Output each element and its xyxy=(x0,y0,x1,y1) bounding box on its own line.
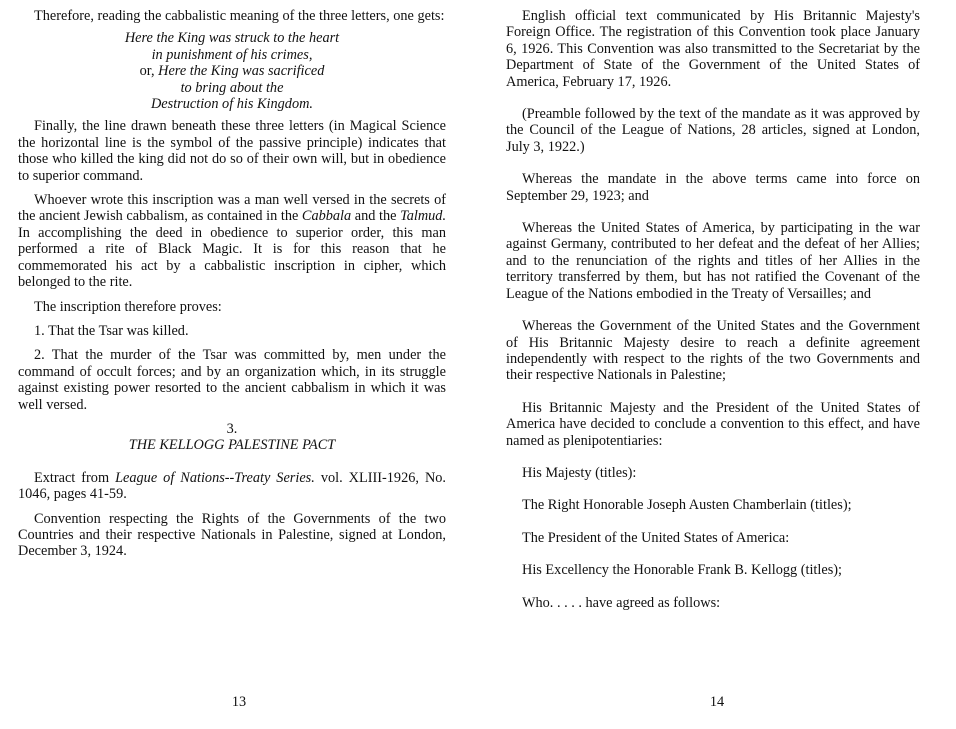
extract-paragraph xyxy=(18,470,446,503)
verse-line: Here the King was struck to the heart xyxy=(124,30,340,47)
whoever-paragraph xyxy=(18,192,446,290)
proves-paragraph: The inscription therefore proves: xyxy=(34,298,222,315)
section-title: THE KELLOGG PALESTINE PACT xyxy=(128,437,336,454)
page-number-right: 14 xyxy=(709,694,725,710)
verse-line: Here the King was sacrificed xyxy=(158,63,325,80)
talmud-term: Talmud. xyxy=(400,208,447,225)
left-page-text xyxy=(18,8,446,560)
verse-line: Destruction of his Kingdom. xyxy=(150,96,314,113)
page-number-left: 13 xyxy=(231,694,247,710)
section-number: 3. xyxy=(226,420,238,437)
right-page-text xyxy=(506,8,920,611)
whoever-text: Whoever wrote this inscription was a man well versed in the secrets of the ancient Jewish cabbalism, as contained in the xyxy=(18,192,446,225)
english-text-paragraph: English official text communicated by His Britannic Majesty's Foreign Office. The registration of this Convention took place January 6, 1926. This Convention was also transmitted to the Secretariat by the Department of State of the Government of the United States of America, February 17, 1926. xyxy=(506,8,920,90)
plenipotentiaries-paragraph: His Britannic Majesty and the President of the United States of America have decided to conclude a convention to this effect, and have named as plenipotentiaries: xyxy=(506,399,920,449)
extract-text-cont: vol. XLIII-1926, No. 1046, pages 41-59. xyxy=(18,469,446,503)
finally-paragraph: Finally, the line drawn beneath these three letters (in Magical Science the horizontal line is the symbol of the passive principle) indicates that those who killed the king did not do so of their own will, but in obedience to superior command. xyxy=(18,118,446,184)
kellogg-line: His Excellency the Honorable Frank B. Kellogg (titles); xyxy=(522,562,843,579)
verse-line: to bring about the xyxy=(180,79,284,96)
verse-line: in punishment of his crimes, xyxy=(151,46,313,63)
whereas-paragraph-3: Whereas the Government of the United States and the Government of His Britannic Majesty desire to reach a definite agreement independently with respect to the rights of the two Governments and their respective Nationals in Palestine; xyxy=(506,318,920,384)
convention-paragraph: Convention respecting the Rights of the Governments of the two Countries and their respective Nationals in Palestine, signed at London, December 3, 1924. xyxy=(18,510,446,560)
item-1: 1. That the Tsar was killed. xyxy=(34,322,189,339)
verse-or: or, xyxy=(139,63,155,80)
and-the-text: and the xyxy=(354,208,397,225)
preamble-paragraph: (Preamble followed by the text of the mandate as it was approved by the Council of the League of Nations, 28 articles, signed at London, July 3, 1922.) xyxy=(506,106,920,155)
item-2: 2. That the murder of the Tsar was committed by, men under the command of occult forces; and by an organization which, in its struggle against existing power resorted to the ancient cabbalism in which it was well versed. xyxy=(18,347,446,413)
right-page xyxy=(478,0,956,729)
agreed-line: Who. . . . . have agreed as follows: xyxy=(522,594,721,611)
whereas-paragraph-1: Whereas the mandate in the above terms came into force on September 29, 1923; and xyxy=(506,171,920,204)
cabbala-term: Cabbala xyxy=(301,208,352,225)
whoever-text-cont: In accomplishing the deed in obedience to superior order, this man performed a rite of Black Magic. It is for this reason that he commemorated his act by a cabbalistic inscription in cipher, which belonged to the rite. xyxy=(18,224,446,291)
his-majesty-titles: His Majesty (titles): xyxy=(522,464,637,481)
chamberlain-line: The Right Honorable Joseph Austen Chamberlain (titles); xyxy=(522,497,852,514)
extract-source: League of Nations--Treaty Series. xyxy=(115,469,315,486)
intro-paragraph: Therefore, reading the cabbalistic meaning of the three letters, one gets: xyxy=(34,8,445,24)
extract-text: Extract from xyxy=(34,469,110,486)
cabbalistic-reading-verse xyxy=(18,30,446,112)
whereas-paragraph-2: Whereas the United States of America, by participating in the war against Germany, contributed to her defeat and the defeat of her Allies; and to the renunciation of the rights and titles of her Allies in the territory transferred by them, but has not ratified the Covenant of the League of the Nations embodied in the Treaty of Versailles; and xyxy=(506,220,920,302)
president-line: The President of the United States of America: xyxy=(522,529,790,546)
